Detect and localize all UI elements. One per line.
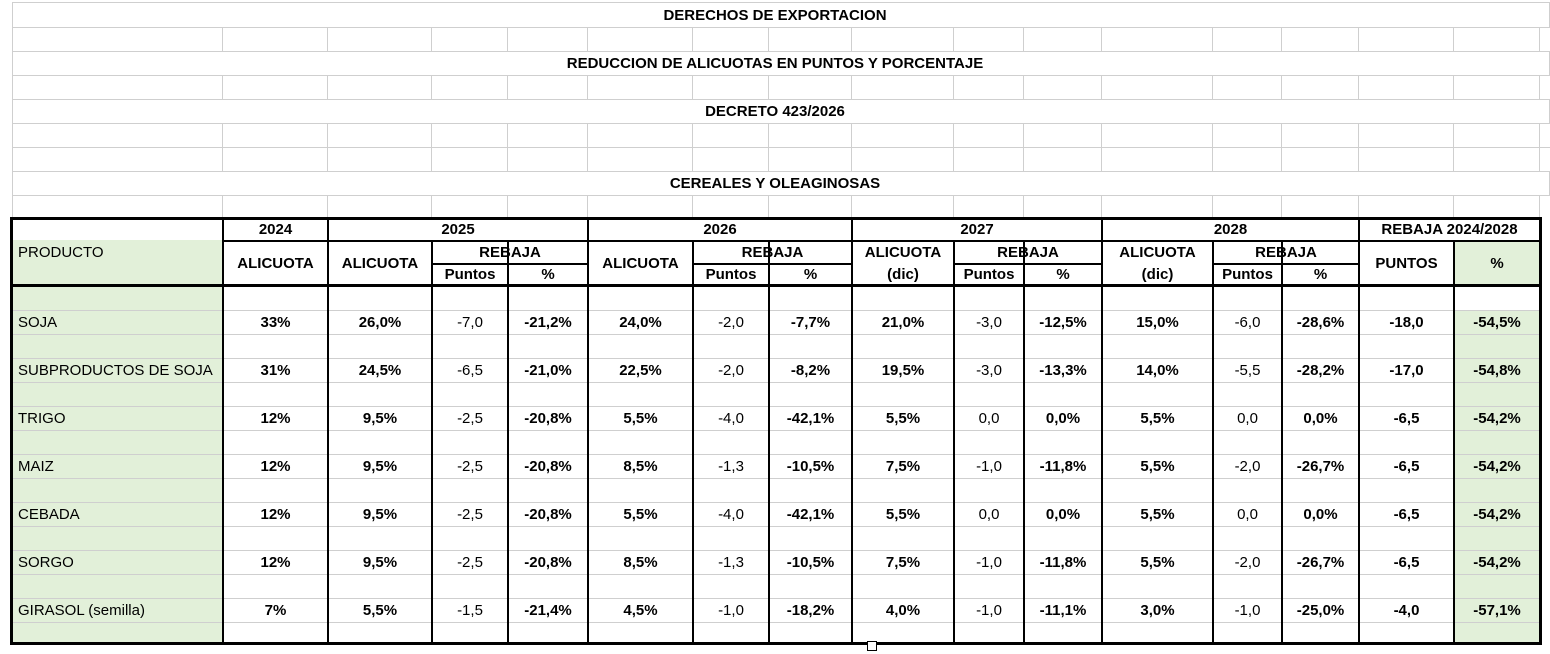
year-2025-header: 2025: [441, 221, 475, 238]
year-2028-header: 2028: [1213, 221, 1248, 238]
alicuota-2025: 9,5%: [362, 457, 398, 475]
alicuota-2025: 9,5%: [362, 505, 398, 523]
alicuota-2028-header: ALICUOTA: [1119, 244, 1196, 261]
alicuota-2024: 12%: [260, 553, 291, 571]
gridline: [1358, 195, 1359, 219]
gridline: [13, 382, 1540, 383]
product-column-highlight: [13, 240, 222, 642]
year-2026-header: 2026: [703, 221, 737, 238]
pct-2028: -26,7%: [1296, 553, 1345, 571]
alicuota-2026: 22,5%: [619, 361, 662, 379]
alicuota-2026: 5,5%: [623, 409, 658, 427]
alicuota-2028: 5,5%: [1140, 457, 1175, 475]
gridline: [12, 51, 1550, 52]
puntos-2025-header: Puntos: [444, 265, 496, 283]
puntos-2026: -1,0: [718, 601, 744, 619]
alicuota-2028: 14,0%: [1136, 361, 1179, 379]
gridline: [1101, 27, 1102, 51]
puntos-2026: -1,3: [718, 457, 744, 475]
gridline: [587, 75, 588, 99]
puntos-2027: -1,0: [976, 457, 1002, 475]
puntos-2027: -3,0: [976, 361, 1002, 379]
puntos-2028: -2,0: [1234, 553, 1261, 571]
gridline: [1358, 123, 1359, 171]
gridline: [953, 27, 954, 51]
alicuota-2027: 7,5%: [885, 553, 921, 571]
gridline: [768, 27, 769, 51]
alicuota-2027-header: ALICUOTA: [864, 244, 942, 261]
section-title: CEREALES Y OLEAGINOSAS: [669, 175, 881, 192]
total-puntos: -6,5: [1393, 505, 1420, 523]
puntos-2026-header: Puntos: [705, 265, 757, 283]
table-border: [10, 642, 1541, 645]
pct-2027: -13,3%: [1039, 361, 1087, 379]
gridline: [507, 75, 508, 99]
gridline: [13, 430, 1540, 431]
pct-2028: -26,7%: [1296, 457, 1345, 475]
gridline: [768, 123, 769, 171]
alicuota-2028-dic: (dic): [1141, 265, 1174, 283]
alicuota-2028: 5,5%: [1140, 505, 1175, 523]
puntos-2028: -1,0: [1234, 601, 1261, 619]
total-puntos-header: PUNTOS: [1375, 254, 1438, 272]
total-puntos: -6,5: [1393, 457, 1420, 475]
puntos-2028: -2,0: [1234, 457, 1261, 475]
pct-2027: 0,0%: [1045, 409, 1081, 427]
gridline: [12, 195, 1550, 196]
decree-label: DECRETO 423/2026: [705, 103, 845, 120]
pct-2025: -20,8%: [524, 457, 572, 475]
gridline: [768, 75, 769, 99]
pct-2026: -42,1%: [786, 505, 835, 523]
puntos-2026: -1,3: [718, 553, 744, 571]
pct-2026: -10,5%: [786, 553, 835, 571]
rebaja-2028-header: REBAJA: [1255, 244, 1317, 261]
gridline: [327, 123, 328, 171]
product-name: SORGO: [18, 553, 74, 571]
pct-2027: -11,8%: [1039, 457, 1087, 475]
alicuota-2024-header: ALICUOTA: [237, 254, 314, 272]
gridline: [1539, 27, 1540, 51]
gridline: [13, 574, 1540, 575]
gridline: [587, 123, 588, 171]
product-name: TRIGO: [18, 409, 66, 427]
gridline: [953, 195, 954, 219]
gridline: [12, 123, 1550, 124]
alicuota-2026: 5,5%: [623, 505, 658, 523]
year-2027-header: 2027: [960, 221, 994, 238]
pct-2025: -21,0%: [524, 361, 572, 379]
gridline: [1212, 75, 1213, 99]
gridline: [327, 75, 328, 99]
gridline: [1023, 123, 1024, 171]
gridline: [222, 27, 223, 51]
table-border: [431, 240, 433, 644]
puntos-2028-header: Puntos: [1222, 265, 1273, 283]
gridline: [1023, 195, 1024, 219]
alicuota-2028: 5,5%: [1140, 409, 1175, 427]
pct-2028: 0,0%: [1303, 505, 1338, 523]
pct-2028: -28,2%: [1296, 361, 1345, 379]
gridline: [1212, 27, 1213, 51]
gridline: [1101, 75, 1102, 99]
alicuota-2027: 4,0%: [885, 601, 921, 619]
table-border: [1212, 240, 1214, 644]
gridline: [1212, 123, 1213, 171]
gridline: [1453, 195, 1454, 219]
puntos-2025: -2,5: [457, 505, 483, 523]
gridline: [851, 27, 852, 51]
alicuota-2026: 8,5%: [623, 457, 658, 475]
product-name: CEBADA: [18, 505, 80, 523]
pct-2025: -20,8%: [524, 553, 572, 571]
gridline: [507, 195, 508, 219]
alicuota-2027: 21,0%: [881, 313, 925, 331]
table-border: [1023, 240, 1025, 644]
gridline: [692, 75, 693, 99]
gridline: [222, 75, 223, 99]
pct-2026: -18,2%: [786, 601, 835, 619]
total-puntos: -6,5: [1393, 409, 1420, 427]
gridline: [12, 171, 1550, 172]
total-puntos: -18,0: [1389, 313, 1424, 331]
product-name: MAIZ: [18, 457, 54, 475]
gridline: [12, 99, 1550, 100]
total-puntos: -4,0: [1393, 601, 1420, 619]
year-2024-header: 2024: [258, 221, 293, 238]
selection-resize-handle[interactable]: [867, 641, 877, 651]
gridline: [12, 75, 1550, 76]
puntos-2026: -2,0: [718, 361, 744, 379]
gridline: [1281, 123, 1282, 171]
alicuota-2027: 5,5%: [885, 409, 921, 427]
pct-2027: -11,8%: [1039, 553, 1087, 571]
puntos-2027-header: Puntos: [963, 265, 1015, 283]
product-name: SUBPRODUCTOS DE SOJA: [18, 361, 213, 379]
gridline: [222, 123, 223, 171]
total-pct: -57,1%: [1473, 601, 1521, 619]
rebaja-2026-header: REBAJA: [741, 244, 804, 261]
gridline: [12, 27, 1550, 28]
gridline: [1281, 195, 1282, 219]
alicuota-2026: 24,0%: [619, 313, 662, 331]
total-pct-header: %: [1490, 254, 1504, 272]
puntos-2025: -2,5: [457, 553, 483, 571]
gridline: [692, 27, 693, 51]
pct-2027: 0,0%: [1045, 505, 1081, 523]
alicuota-2025: 9,5%: [362, 553, 398, 571]
puntos-2027: -1,0: [976, 553, 1002, 571]
puntos-2025: -6,5: [457, 361, 483, 379]
puntos-2026: -4,0: [718, 409, 744, 427]
gridline: [13, 622, 1540, 623]
puntos-2028: -6,0: [1234, 313, 1261, 331]
alicuota-2024: 7%: [264, 601, 287, 619]
pct-2026: -42,1%: [786, 409, 835, 427]
gridline: [692, 123, 693, 171]
gridline: [851, 195, 852, 219]
gridline: [431, 123, 432, 171]
table-border: [507, 240, 509, 644]
gridline: [1212, 195, 1213, 219]
gridline: [1281, 27, 1282, 51]
alicuota-2025: 9,5%: [362, 409, 398, 427]
alicuota-2027: 5,5%: [885, 505, 921, 523]
product-name: SOJA: [18, 313, 58, 331]
alicuota-2028: 3,0%: [1140, 601, 1175, 619]
gridline: [1358, 75, 1359, 99]
pct-2025-header: %: [541, 265, 555, 283]
alicuota-2025-header: ALICUOTA: [341, 254, 419, 272]
pct-2028: -25,0%: [1296, 601, 1345, 619]
alicuota-2027: 7,5%: [885, 457, 921, 475]
gridline: [1023, 27, 1024, 51]
gridline: [12, 147, 1550, 148]
alicuota-2024: 12%: [260, 457, 291, 475]
gridline: [692, 195, 693, 219]
gridline: [12, 123, 13, 171]
table-border: [10, 217, 13, 645]
puntos-2025: -7,0: [457, 313, 483, 331]
table-border: [692, 240, 694, 644]
table-border: [1453, 240, 1455, 644]
total-pct: -54,2%: [1473, 553, 1521, 571]
pct-2025: -21,2%: [524, 313, 572, 331]
pct-2025: -20,8%: [524, 409, 572, 427]
table-border: [1539, 217, 1542, 645]
puntos-2027: 0,0: [978, 505, 1000, 523]
gridline: [1281, 75, 1282, 99]
gridline: [12, 2, 1550, 3]
product-name: GIRASOL (semilla): [18, 601, 145, 619]
gridline: [953, 75, 954, 99]
alicuota-2028: 5,5%: [1140, 553, 1175, 571]
gridline: [1453, 75, 1454, 99]
total-pct: -54,2%: [1473, 457, 1521, 475]
puntos-2027: -3,0: [976, 313, 1002, 331]
gridline: [12, 75, 13, 99]
alicuota-2025: 24,5%: [358, 361, 402, 379]
pct-2026: -10,5%: [786, 457, 835, 475]
alicuota-2027: 19,5%: [881, 361, 925, 379]
producto-header: PRODUCTO: [18, 243, 104, 261]
alicuota-2027-dic: (dic): [887, 265, 919, 283]
alicuota-2024: 31%: [260, 361, 291, 379]
gridline: [327, 27, 328, 51]
gridline: [13, 334, 1540, 335]
total-puntos: -6,5: [1393, 553, 1420, 571]
alicuota-2028: 15,0%: [1136, 313, 1179, 331]
table-border: [768, 240, 770, 644]
gridline: [1358, 27, 1359, 51]
gridline: [327, 195, 328, 219]
table-border: [1281, 240, 1283, 644]
table-border: [953, 240, 955, 644]
alicuota-2025: 5,5%: [362, 601, 398, 619]
pct-2026-header: %: [803, 265, 818, 283]
gridline: [431, 75, 432, 99]
pct-2026: -7,7%: [790, 313, 831, 331]
puntos-2028: 0,0: [1237, 409, 1258, 427]
gridline: [507, 123, 508, 171]
alicuota-2025: 26,0%: [358, 313, 402, 331]
alicuota-2026: 8,5%: [623, 553, 658, 571]
gridline: [431, 195, 432, 219]
gridline: [1101, 195, 1102, 219]
pct-2028: -28,6%: [1296, 313, 1345, 331]
alicuota-2024: 12%: [260, 505, 291, 523]
pct-2027: -12,5%: [1039, 313, 1087, 331]
total-puntos: -17,0: [1389, 361, 1424, 379]
gridline: [953, 123, 954, 171]
pct-2027-header: %: [1056, 265, 1070, 283]
puntos-2026: -4,0: [718, 505, 744, 523]
gridline: [1539, 123, 1540, 171]
sheet-title: DERECHOS DE EXPORTACION: [663, 7, 887, 24]
gridline: [768, 195, 769, 219]
puntos-2025: -2,5: [457, 457, 483, 475]
gridline: [13, 526, 1540, 527]
pct-2027: -11,1%: [1039, 601, 1087, 619]
gridline: [1453, 123, 1454, 171]
puntos-2028: -5,5: [1234, 361, 1261, 379]
pct-2025: -21,4%: [524, 601, 572, 619]
gridline: [431, 27, 432, 51]
gridline: [13, 478, 1540, 479]
gridline: [587, 195, 588, 219]
pct-2025: -20,8%: [524, 505, 572, 523]
pct-2028: 0,0%: [1303, 409, 1338, 427]
gridline: [12, 27, 13, 51]
gridline: [12, 195, 13, 219]
gridline: [587, 27, 588, 51]
puntos-2028: 0,0: [1237, 505, 1258, 523]
gridline: [1453, 27, 1454, 51]
gridline: [1101, 123, 1102, 171]
sheet-subtitle: REDUCCION DE ALICUOTAS EN PUNTOS Y PORCENTAJE: [566, 55, 984, 72]
gridline: [222, 195, 223, 219]
puntos-2026: -2,0: [718, 313, 744, 331]
total-pct: -54,5%: [1473, 313, 1521, 331]
rebaja-2027-header: REBAJA: [997, 244, 1059, 261]
alicuota-2024: 33%: [260, 313, 291, 331]
puntos-2027: -1,0: [976, 601, 1002, 619]
pct-2028-header: %: [1313, 265, 1328, 283]
total-pct: -54,2%: [1473, 409, 1521, 427]
gridline: [1539, 75, 1540, 99]
gridline: [851, 75, 852, 99]
puntos-2025: -2,5: [457, 409, 483, 427]
gridline: [851, 123, 852, 171]
pct-2026: -8,2%: [790, 361, 831, 379]
gridline: [1539, 195, 1540, 219]
total-pct: -54,8%: [1473, 361, 1521, 379]
gridline: [507, 27, 508, 51]
rebaja-2025-header: REBAJA: [479, 244, 541, 261]
table-border: [10, 284, 1541, 287]
puntos-2025: -1,5: [457, 601, 483, 619]
alicuota-2026: 4,5%: [623, 601, 658, 619]
total-pct: -54,2%: [1473, 505, 1521, 523]
alicuota-2024: 12%: [260, 409, 291, 427]
total-reduction-header: REBAJA 2024/2028: [1381, 221, 1518, 238]
puntos-2027: 0,0: [978, 409, 1000, 427]
gridline: [1023, 75, 1024, 99]
alicuota-2026-header: ALICUOTA: [602, 254, 679, 272]
